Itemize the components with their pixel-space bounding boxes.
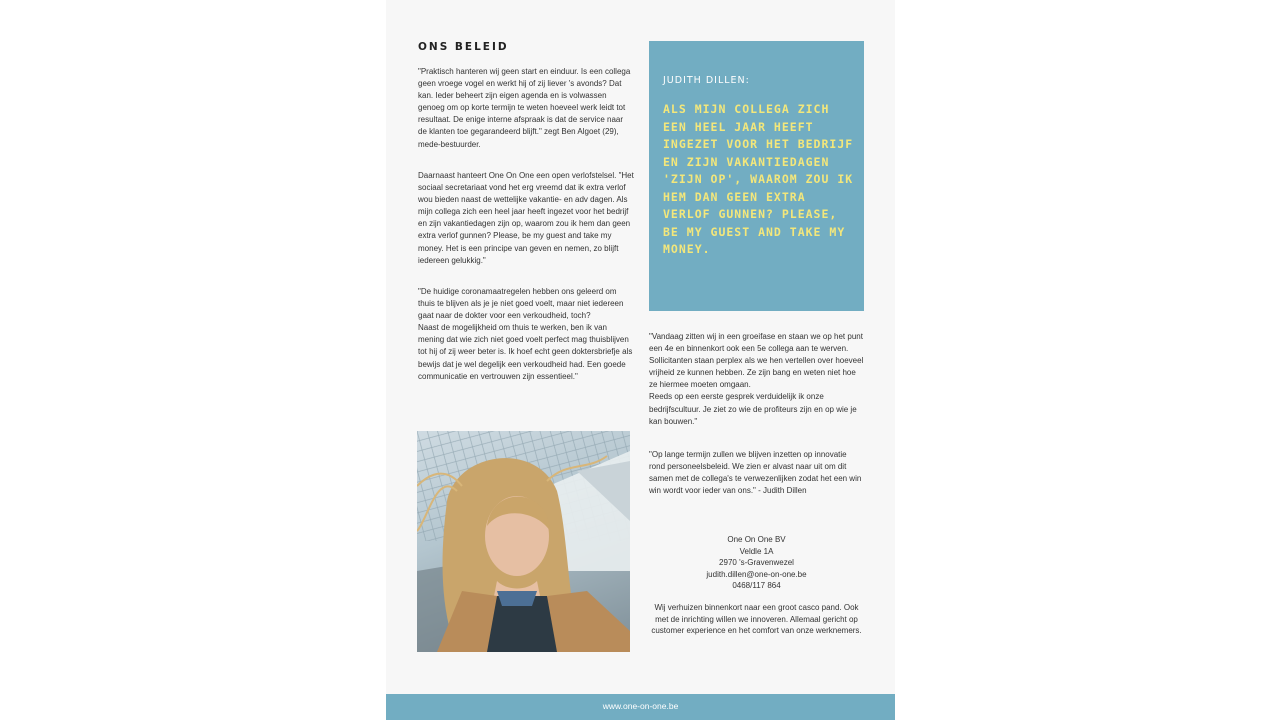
pull-quote-box [649,41,864,311]
paragraph: "Op lange termijn zullen we blijven inzetten op innovatie rond personeelsbeleid. We zien er alvast naar uit om dit samen met de collega's te verwezenlijken zodat het een win win wordt voor ieder van ons." - Judith Dillen [649,450,862,496]
paragraph: "Vandaag zitten wij in een groeifase en staan we op het punt een 4e en binnenkort ook een 5e collega aan te werven. Sollicitanten staan perplex als we hen vertellen over hoeveel vrijheid ze kunnen hebben. Ze zijn bang en weten niet hoe ze hiermee moeten omgaan. [649,332,864,390]
portrait-illustration [417,431,630,652]
email[interactable]: judith.dillen@one-on-one.be [706,569,807,579]
closing-text: Wij verhuizen binnenkort naar een groot casco pand. Ook met de inrichting willen we innoveren. Allemaal gericht op customer experience en het comfort van onze werknemers. [651,603,862,635]
right-column-block-2 [649,449,864,497]
portrait-photo [417,431,630,652]
phone: 0468/117 864 [732,581,781,590]
paragraph: Naast de mogelijkheid om thuis te werken, ben ik van mening dat wie zich niet goed voelt perfect mag thuisblijven tot hij of zij weer beter is. Ik hoef echt geen doktersbriefje als bewijs dat je wel degelijk een verkoudheid had. Een goede communicatie en vertrouwen zijn essentieel." [418,323,633,381]
right-column-block-1 [649,331,864,428]
left-column-block-2 [418,170,634,267]
paragraph: "De huidige coronamaatregelen hebben ons geleerd om thuis te blijven als je je niet goed voelt, maar niet iedereen gaat naar de dokter voor een verkoudheid, toch? [418,287,624,321]
website-link[interactable]: www.one-on-one.be [602,701,679,711]
section-heading: ONS BELEID [418,41,509,53]
footer-bar [386,694,895,720]
left-column-block-3 [418,286,634,383]
left-column-block-1 [418,66,634,151]
quote-text: ALS MIJN COLLEGA ZICH EEN HEEL JAAR HEEFT INGEZET VOOR HET BEDRIJF EN ZIJN VAKANTIEDAGEN 'ZIJN OP', WAAROM ZOU IK HEM DAN GEEN EXTRA VERLOF GUNNEN? PLEASE, BE MY GUEST AND TAKE MY MONEY. [663,102,854,256]
company-name: One On One BV [727,535,786,544]
closing-note [649,602,864,637]
paragraph: Daarnaast hanteert One On One een open verlofstelsel. "Het sociaal secretariaat vond het erg vreemd dat ik extra verlof wou bieden naast de wettelijke vakantie- en adv dagen. Als mijn collega zich een heel jaar heeft ingezet voor het bedrijf en zijn vakantiedagen zijn op, waarom zou ik hem dan geen extra verlof gunnen? Please, be my guest and take my money. Het is een principe van geven en nemen, zo blijft iedereen gelukkig." [418,171,634,265]
city: 2970 's-Gravenwezel [719,558,794,567]
paragraph: "Praktisch hanteren wij geen start en einduur. Is een collega geen vroege vogel en werkt hij of zij liever 's avonds? Dat kan. Ieder beheert zijn eigen agenda en is volwassen genoeg om op korte termijn te weten hoeveel werk leidt tot resultaat. De enige interne afspraak is dat de service naar de klanten toe gegarandeerd blijft." zegt Ben Algoet (29), mede-bestuurder. [418,67,631,149]
contact-address [649,534,864,592]
document-page [386,0,895,720]
paragraph: Reeds op een eerste gesprek verduidelijk ik onze bedrijfscultuur. Je ziet zo wie de profiteurs zijn en op wie je kan bouwen." [649,392,857,426]
quote-author: JUDITH DILLEN: [663,75,750,86]
street: Veldle 1A [739,546,774,556]
